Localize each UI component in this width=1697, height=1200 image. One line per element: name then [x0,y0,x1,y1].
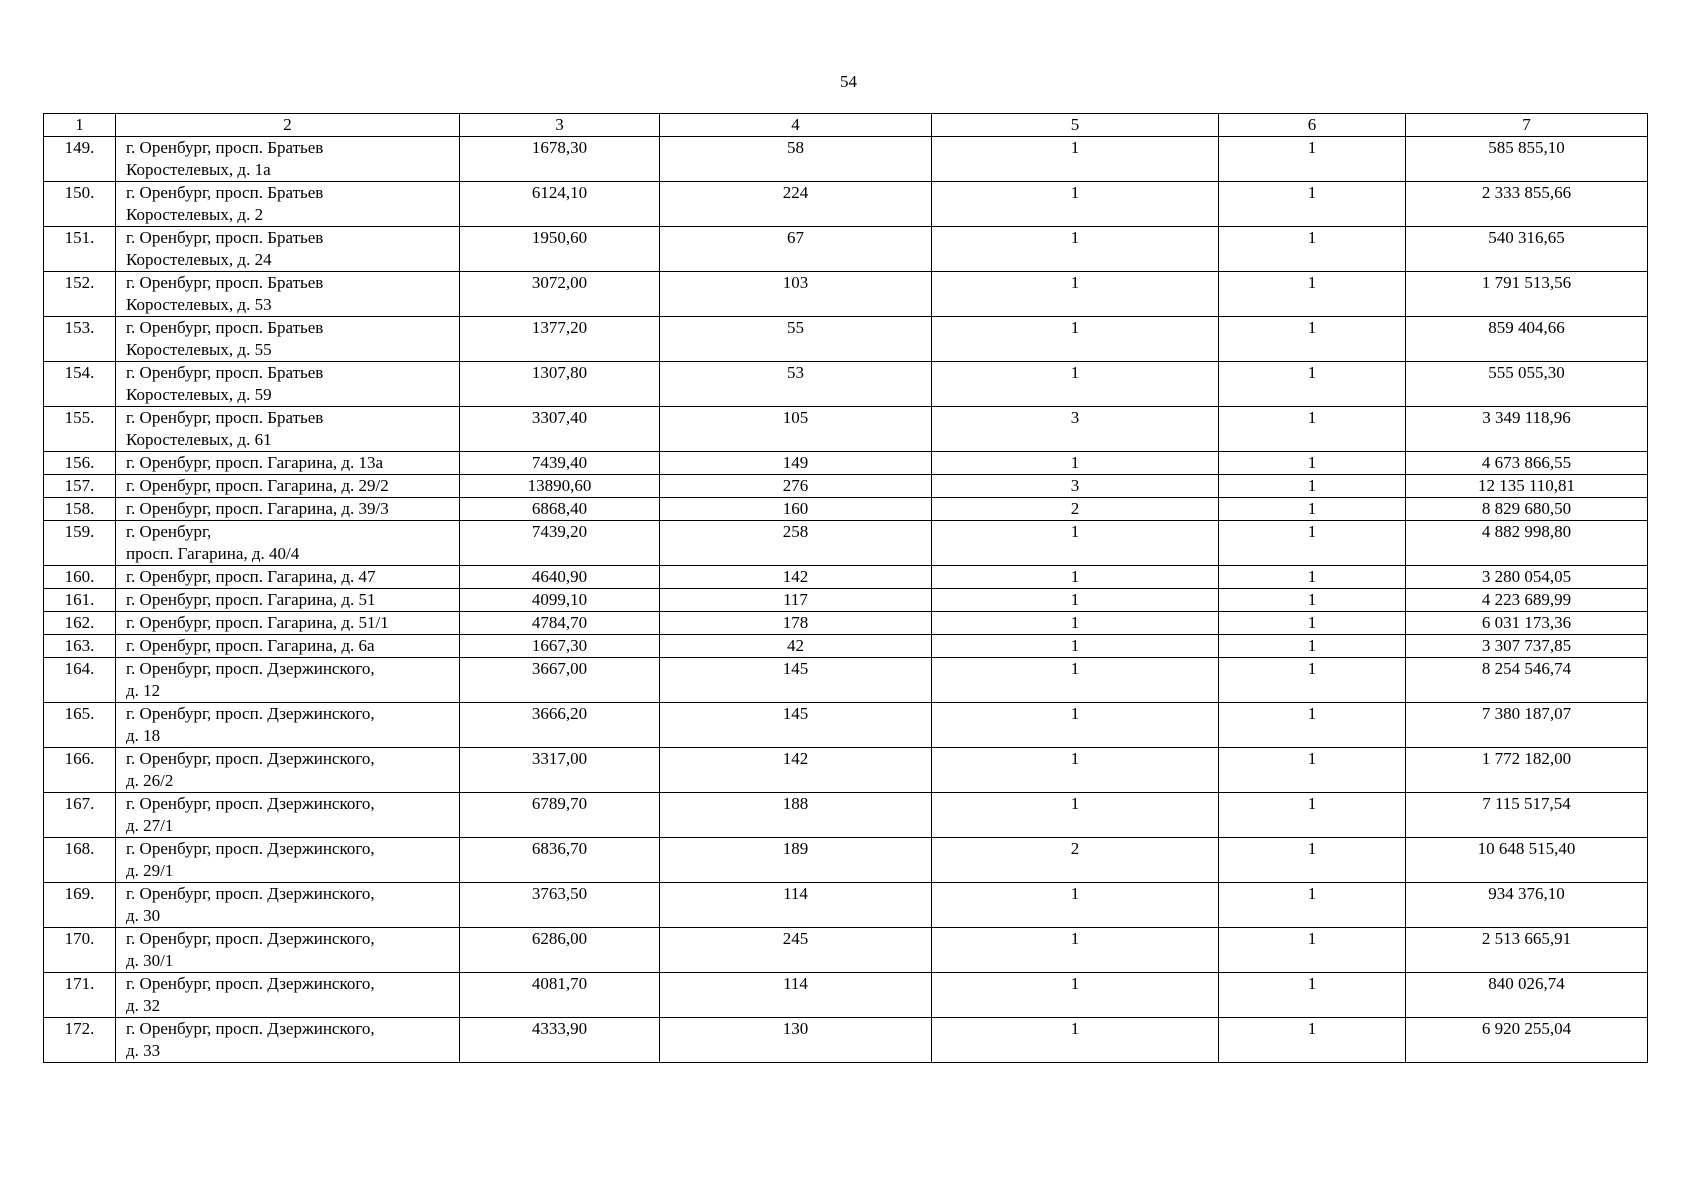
address-cell: г. Оренбург, просп. Гагарина, д. 6а [116,635,460,658]
col6-cell: 1 [1219,703,1406,748]
address-cell: г. Оренбург, просп. Дзержинского, д. 26/2 [116,748,460,793]
address-cell: г. Оренбург, просп. Гагарина, д. 29/2 [116,475,460,498]
col5-cell: 1 [932,589,1219,612]
col6-cell: 1 [1219,137,1406,182]
col3-cell: 4640,90 [460,566,660,589]
col4-cell: 105 [660,407,932,452]
col7-cell: 934 376,10 [1406,883,1648,928]
row-number: 150. [44,182,116,227]
address-cell: г. Оренбург, просп. Дзержинского, д. 18 [116,703,460,748]
col6-cell: 1 [1219,521,1406,566]
col4-cell: 117 [660,589,932,612]
col5-cell: 2 [932,498,1219,521]
col5-cell: 1 [932,182,1219,227]
row-number: 167. [44,793,116,838]
row-number: 166. [44,748,116,793]
col6-cell: 1 [1219,1018,1406,1063]
col3-cell: 6789,70 [460,793,660,838]
col3-cell: 3317,00 [460,748,660,793]
col7-cell: 4 882 998,80 [1406,521,1648,566]
col5-cell: 1 [932,973,1219,1018]
col3-cell: 7439,20 [460,521,660,566]
table-row [44,838,1648,883]
column-number-header: 1 [44,114,116,137]
col4-cell: 142 [660,566,932,589]
col3-cell: 6124,10 [460,182,660,227]
col5-cell: 3 [932,407,1219,452]
row-number: 158. [44,498,116,521]
col5-cell: 1 [932,748,1219,793]
col3-cell: 3307,40 [460,407,660,452]
address-cell: г. Оренбург, просп. Гагарина, д. 51/1 [116,612,460,635]
address-cell: г. Оренбург, просп. Братьев Коростелевых, д. 1а [116,137,460,182]
col3-cell: 1377,20 [460,317,660,362]
table-row [44,928,1648,973]
row-number: 171. [44,973,116,1018]
table-row [44,793,1648,838]
row-number: 155. [44,407,116,452]
table-row [44,703,1648,748]
row-number: 170. [44,928,116,973]
col3-cell: 7439,40 [460,452,660,475]
col3-cell: 4081,70 [460,973,660,1018]
col6-cell: 1 [1219,475,1406,498]
col4-cell: 224 [660,182,932,227]
address-cell: г. Оренбург, просп. Дзержинского, д. 33 [116,1018,460,1063]
col3-cell: 13890,60 [460,475,660,498]
col4-cell: 276 [660,475,932,498]
address-cell: г. Оренбург, просп. Братьев Коростелевых, д. 61 [116,407,460,452]
address-cell: г. Оренбург, просп. Братьев Коростелевых, д. 59 [116,362,460,407]
column-number-row [44,114,1648,137]
col5-cell: 1 [932,566,1219,589]
row-number: 161. [44,589,116,612]
col7-cell: 585 855,10 [1406,137,1648,182]
col7-cell: 8 254 546,74 [1406,658,1648,703]
address-cell: г. Оренбург, просп. Гагарина, д. 47 [116,566,460,589]
col7-cell: 8 829 680,50 [1406,498,1648,521]
col7-cell: 7 380 187,07 [1406,703,1648,748]
col6-cell: 1 [1219,182,1406,227]
col4-cell: 149 [660,452,932,475]
row-number: 153. [44,317,116,362]
col6-cell: 1 [1219,452,1406,475]
col5-cell: 1 [932,928,1219,973]
col4-cell: 258 [660,521,932,566]
col6-cell: 1 [1219,748,1406,793]
col6-cell: 1 [1219,883,1406,928]
address-cell: г. Оренбург, просп. Гагарина, д. 51 [116,589,460,612]
table-row [44,748,1648,793]
row-number: 164. [44,658,116,703]
table-row [44,452,1648,475]
address-cell: г. Оренбург, просп. Дзержинского, д. 30/1 [116,928,460,973]
col7-cell: 555 055,30 [1406,362,1648,407]
row-number: 163. [44,635,116,658]
col6-cell: 1 [1219,227,1406,272]
col3-cell: 3763,50 [460,883,660,928]
table-row [44,521,1648,566]
col7-cell: 859 404,66 [1406,317,1648,362]
col5-cell: 1 [932,883,1219,928]
col5-cell: 1 [932,793,1219,838]
col3-cell: 4099,10 [460,589,660,612]
address-cell: г. Оренбург, просп. Гагарина, д. 39/3 [116,498,460,521]
table-row [44,658,1648,703]
col7-cell: 3 349 118,96 [1406,407,1648,452]
row-number: 168. [44,838,116,883]
col4-cell: 130 [660,1018,932,1063]
row-number: 159. [44,521,116,566]
col5-cell: 1 [932,272,1219,317]
column-number-header: 7 [1406,114,1648,137]
column-number-header: 4 [660,114,932,137]
table-row [44,566,1648,589]
col3-cell: 6836,70 [460,838,660,883]
row-number: 160. [44,566,116,589]
col3-cell: 4784,70 [460,612,660,635]
address-cell: г. Оренбург, просп. Дзержинского, д. 29/1 [116,838,460,883]
address-cell: г. Оренбург, просп. Дзержинского, д. 27/1 [116,793,460,838]
col5-cell: 1 [932,227,1219,272]
col7-cell: 1 791 513,56 [1406,272,1648,317]
col4-cell: 53 [660,362,932,407]
col3-cell: 3667,00 [460,658,660,703]
col4-cell: 67 [660,227,932,272]
col4-cell: 114 [660,883,932,928]
col4-cell: 188 [660,793,932,838]
table-row [44,498,1648,521]
col4-cell: 160 [660,498,932,521]
col5-cell: 1 [932,362,1219,407]
col4-cell: 142 [660,748,932,793]
col5-cell: 1 [932,452,1219,475]
address-cell: г. Оренбург, просп. Братьев Коростелевых, д. 55 [116,317,460,362]
col3-cell: 1678,30 [460,137,660,182]
row-number: 172. [44,1018,116,1063]
col5-cell: 1 [932,612,1219,635]
col7-cell: 3 280 054,05 [1406,566,1648,589]
col7-cell: 12 135 110,81 [1406,475,1648,498]
column-number-header: 3 [460,114,660,137]
table-row [44,272,1648,317]
address-cell: г. Оренбург, просп. Братьев Коростелевых, д. 24 [116,227,460,272]
col3-cell: 3666,20 [460,703,660,748]
column-number-header: 6 [1219,114,1406,137]
col7-cell: 7 115 517,54 [1406,793,1648,838]
col6-cell: 1 [1219,362,1406,407]
table-row [44,612,1648,635]
col6-cell: 1 [1219,498,1406,521]
address-cell: г. Оренбург, просп. Дзержинского, д. 30 [116,883,460,928]
row-number: 157. [44,475,116,498]
col3-cell: 4333,90 [460,1018,660,1063]
col7-cell: 840 026,74 [1406,973,1648,1018]
col6-cell: 1 [1219,658,1406,703]
col4-cell: 245 [660,928,932,973]
col6-cell: 1 [1219,838,1406,883]
table-row [44,1018,1648,1063]
address-cell: г. Оренбург, просп. Дзержинского, д. 32 [116,973,460,1018]
col7-cell: 10 648 515,40 [1406,838,1648,883]
row-number: 151. [44,227,116,272]
table-row [44,973,1648,1018]
col5-cell: 1 [932,317,1219,362]
address-cell: г. Оренбург, просп. Гагарина, д. 13а [116,452,460,475]
table-row [44,362,1648,407]
col6-cell: 1 [1219,635,1406,658]
col4-cell: 58 [660,137,932,182]
row-number: 156. [44,452,116,475]
col5-cell: 1 [932,1018,1219,1063]
col7-cell: 6 920 255,04 [1406,1018,1648,1063]
col7-cell: 2 333 855,66 [1406,182,1648,227]
col3-cell: 1307,80 [460,362,660,407]
row-number: 169. [44,883,116,928]
col7-cell: 2 513 665,91 [1406,928,1648,973]
column-number-header: 2 [116,114,460,137]
address-cell: г. Оренбург, просп. Дзержинского, д. 12 [116,658,460,703]
table-row [44,589,1648,612]
row-number: 165. [44,703,116,748]
col7-cell: 1 772 182,00 [1406,748,1648,793]
col4-cell: 103 [660,272,932,317]
col6-cell: 1 [1219,612,1406,635]
col3-cell: 6868,40 [460,498,660,521]
row-number: 149. [44,137,116,182]
col6-cell: 1 [1219,589,1406,612]
col5-cell: 1 [932,635,1219,658]
address-cell: г. Оренбург, просп. Братьев Коростелевых, д. 53 [116,272,460,317]
table-body [44,137,1648,1063]
col5-cell: 1 [932,703,1219,748]
table-row [44,635,1648,658]
row-number: 154. [44,362,116,407]
col3-cell: 1667,30 [460,635,660,658]
col7-cell: 6 031 173,36 [1406,612,1648,635]
col7-cell: 4 673 866,55 [1406,452,1648,475]
col4-cell: 42 [660,635,932,658]
column-number-header: 5 [932,114,1219,137]
table-row [44,475,1648,498]
col7-cell: 4 223 689,99 [1406,589,1648,612]
table-row [44,407,1648,452]
col5-cell: 3 [932,475,1219,498]
table-row [44,883,1648,928]
col5-cell: 1 [932,137,1219,182]
col6-cell: 1 [1219,973,1406,1018]
col4-cell: 55 [660,317,932,362]
col4-cell: 114 [660,973,932,1018]
col6-cell: 1 [1219,317,1406,362]
col6-cell: 1 [1219,928,1406,973]
col5-cell: 1 [932,658,1219,703]
col7-cell: 540 316,65 [1406,227,1648,272]
col4-cell: 189 [660,838,932,883]
col6-cell: 1 [1219,566,1406,589]
col6-cell: 1 [1219,272,1406,317]
registry-table [43,113,1648,1063]
page-number: 54 [840,72,857,91]
address-cell: г. Оренбург, просп. Братьев Коростелевых, д. 2 [116,182,460,227]
col4-cell: 178 [660,612,932,635]
col7-cell: 3 307 737,85 [1406,635,1648,658]
col5-cell: 1 [932,521,1219,566]
col3-cell: 1950,60 [460,227,660,272]
col3-cell: 6286,00 [460,928,660,973]
table-row [44,227,1648,272]
col5-cell: 2 [932,838,1219,883]
col6-cell: 1 [1219,793,1406,838]
col3-cell: 3072,00 [460,272,660,317]
col4-cell: 145 [660,703,932,748]
row-number: 152. [44,272,116,317]
table-row [44,137,1648,182]
table-row [44,317,1648,362]
col6-cell: 1 [1219,407,1406,452]
table-row [44,182,1648,227]
col4-cell: 145 [660,658,932,703]
address-cell: г. Оренбург, просп. Гагарина, д. 40/4 [116,521,460,566]
row-number: 162. [44,612,116,635]
